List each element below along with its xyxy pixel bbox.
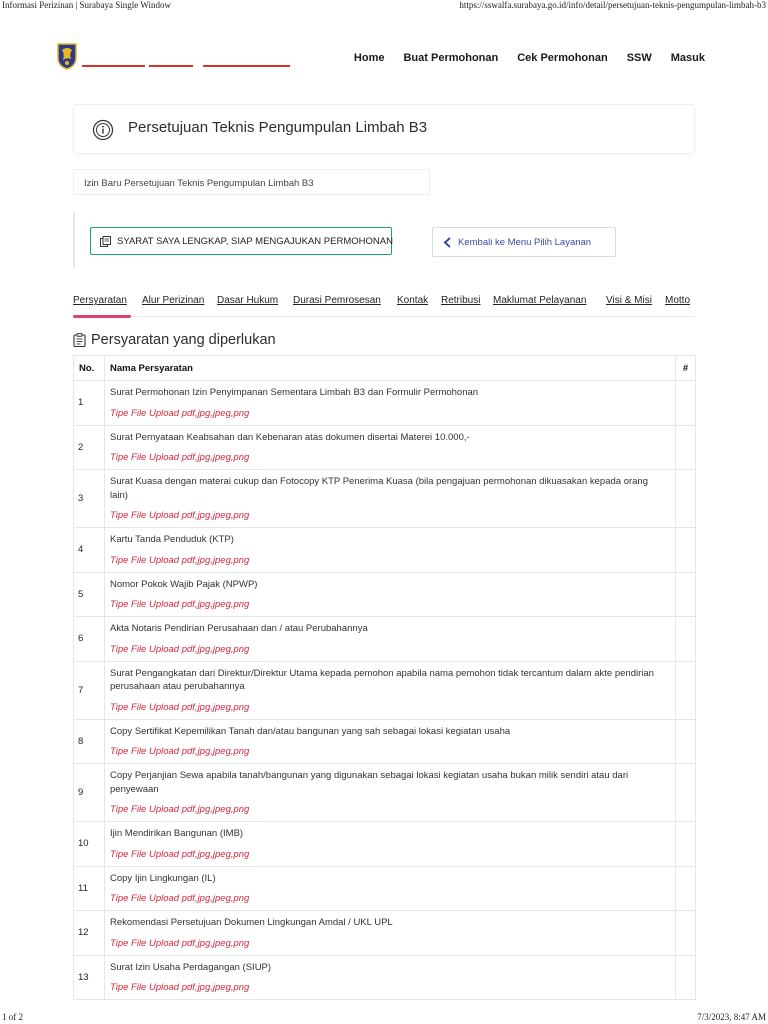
row-number: 3 — [74, 470, 105, 528]
clipboard-icon — [73, 333, 86, 347]
requirement-cell — [105, 617, 676, 662]
requirement-name: Surat Pernyataan Keabsahan dan Kebenaran atas dokumen disertai Materei 10.000,- — [110, 431, 470, 443]
file-type-note: Tipe File Upload pdf,jpg,jpeg,png — [110, 599, 250, 610]
table-row — [74, 617, 696, 662]
requirement-cell — [105, 911, 676, 956]
chevron-left-icon — [443, 237, 452, 248]
table-row — [74, 528, 696, 573]
table-row — [74, 955, 696, 1000]
requirement-name: Copy Ijin Lingkungan (IL) — [110, 872, 216, 884]
row-number: 5 — [74, 572, 105, 617]
row-number: 9 — [74, 764, 105, 822]
tab-persyaratan[interactable]: Persyaratan — [73, 295, 127, 306]
print-page-number: 1 of 2 — [2, 1012, 23, 1022]
ready-submit-label: SYARAT SAYA LENGKAP, SIAP MENGAJUKAN PERMOHONAN — [117, 235, 393, 247]
file-type-note: Tipe File Upload pdf,jpg,jpeg,png — [110, 510, 250, 521]
tab-dasar-hukum[interactable]: Dasar Hukum — [217, 295, 279, 306]
row-number: 13 — [74, 955, 105, 1000]
requirement-cell — [105, 661, 676, 719]
back-to-services-button[interactable] — [432, 227, 616, 257]
file-type-note: Tipe File Upload pdf,jpg,jpeg,png — [110, 848, 250, 860]
file-type-note: Tipe File Upload pdf,jpg,jpeg,png — [110, 893, 250, 904]
row-number: 6 — [74, 617, 105, 662]
requirements-table — [73, 355, 696, 1000]
nav-cek-permohonan[interactable]: Cek Permohonan — [517, 52, 608, 64]
row-action-cell — [676, 528, 696, 573]
row-action-cell — [676, 572, 696, 617]
row-action-cell — [676, 617, 696, 662]
row-number: 4 — [74, 528, 105, 573]
requirement-cell — [105, 719, 676, 764]
row-number: 8 — [74, 719, 105, 764]
navbar — [0, 38, 768, 78]
nav-buat-permohonan[interactable]: Buat Permohonan — [403, 52, 499, 64]
table-header-row — [74, 356, 696, 381]
print-timestamp: 7/3/2023, 8:47 AM — [697, 1012, 766, 1022]
requirements-body — [74, 381, 696, 1000]
requirement-cell — [105, 866, 676, 911]
requirement-name: Akta Notaris Pendirian Perusahaan dan / atau Perubahannya — [110, 623, 368, 634]
permit-type: Izin Baru Persetujuan Teknis Pengumpulan Limbah B3 — [73, 169, 430, 195]
file-type-note: Tipe File Upload pdf,jpg,jpeg,png — [110, 937, 250, 949]
tab-alur-perizinan[interactable]: Alur Perizinan — [142, 295, 205, 306]
requirement-name: Nomor Pokok Wajib Pajak (NPWP) — [110, 578, 258, 590]
requirement-name: Copy Perjanjian Sewa apabila tanah/bangunan yang digunakan sebagai lokasi kegiatan usaha bukan milik sendiri atau dari penyewaan — [110, 770, 629, 795]
row-action-cell — [676, 470, 696, 528]
row-number: 1 — [74, 381, 105, 426]
tab-durasi-pemrosesan[interactable]: Durasi Pemrosesan — [293, 295, 381, 306]
nav-home[interactable]: Home — [353, 52, 385, 64]
file-type-note: Tipe File Upload pdf,jpg,jpeg,png — [110, 407, 250, 419]
nav-masuk[interactable]: Masuk — [670, 52, 705, 64]
table-row — [74, 661, 696, 719]
row-number: 12 — [74, 911, 105, 956]
file-type-note: Tipe File Upload pdf,jpg,jpeg,png — [110, 452, 250, 463]
active-tab-indicator — [73, 315, 131, 318]
main-nav — [354, 52, 705, 64]
requirement-name: Surat Kuasa dengan materai cukup dan Fotocopy KTP Penerima Kuasa (bila pengajuan permohonan dikuasakan kepada orang lain) — [110, 476, 648, 501]
requirement-cell — [105, 764, 676, 822]
section-title-text: Persyaratan yang diperlukan — [91, 332, 276, 348]
back-to-services-label: Kembali ke Menu Pilih Layanan — [458, 236, 592, 248]
row-number: 10 — [74, 822, 105, 867]
requirement-cell — [105, 425, 676, 470]
table-row — [74, 381, 696, 426]
row-action-cell — [676, 911, 696, 956]
table-row — [74, 425, 696, 470]
requirement-name: Kartu Tanda Penduduk (KTP) — [110, 534, 234, 545]
file-type-note: Tipe File Upload pdf,jpg,jpeg,png — [110, 746, 250, 757]
table-row — [74, 470, 696, 528]
print-header-title: Informasi Perizinan | Surabaya Single Window — [2, 0, 171, 10]
requirement-name: Ijin Mendirikan Bangunan (IMB) — [110, 828, 244, 839]
row-number: 2 — [74, 425, 105, 470]
table-row — [74, 572, 696, 617]
requirement-name: Surat Izin Usaha Perdagangan (SIUP) — [110, 961, 272, 973]
file-type-note: Tipe File Upload pdf,jpg,jpeg,png — [110, 804, 250, 815]
header-name: Nama Persyaratan — [105, 356, 676, 381]
row-action-cell — [676, 866, 696, 911]
requirement-cell — [105, 528, 676, 573]
header-no: No. — [74, 356, 105, 381]
row-action-cell — [676, 661, 696, 719]
requirement-cell — [105, 470, 676, 528]
row-action-cell — [676, 822, 696, 867]
file-type-note: Tipe File Upload pdf,jpg,jpeg,png — [110, 643, 250, 655]
row-number: 7 — [74, 661, 105, 719]
file-type-note: Tipe File Upload pdf,jpg,jpeg,png — [110, 554, 250, 566]
print-footer — [0, 1010, 768, 1024]
section-title — [73, 332, 276, 348]
info-circle-icon — [92, 119, 114, 141]
tab-visi-misi[interactable]: Visi & Misi — [606, 295, 652, 306]
requirement-cell — [105, 572, 676, 617]
row-action-cell — [676, 955, 696, 1000]
requirement-name: Rekomendasi Persetujuan Dokumen Lingkungan Amdal / UKL UPL — [110, 917, 393, 928]
row-number: 11 — [74, 866, 105, 911]
requirement-cell — [105, 822, 676, 867]
tab-kontak[interactable]: Kontak — [397, 295, 429, 306]
document-icon — [100, 236, 111, 247]
requirement-name: Surat Pengangkatan dari Direktur/Direktur Utama kepada pemohon apabila nama pemohon tidak tercantum dalam akte pendirian perusahaan atau perubahannya — [110, 667, 654, 692]
file-type-note: Tipe File Upload pdf,jpg,jpeg,png — [110, 701, 250, 713]
file-type-note: Tipe File Upload pdf,jpg,jpeg,png — [110, 982, 250, 993]
surabaya-crest-icon[interactable] — [56, 42, 78, 70]
table-row — [74, 822, 696, 867]
requirement-name: Surat Permohonan Izin Penyimpanan Sementara Limbah B3 dan Formulir Permohonan — [110, 387, 479, 398]
info-tabs — [73, 295, 695, 317]
row-action-cell — [676, 381, 696, 426]
tab-maklumat-pelayanan[interactable]: Maklumat Pelayanan — [493, 295, 587, 306]
ready-submit-button[interactable] — [90, 227, 392, 255]
header-hash: # — [676, 356, 696, 381]
title-card — [73, 104, 695, 154]
print-header — [0, 0, 768, 12]
nav-ssw[interactable]: SSW — [626, 52, 652, 64]
table-row — [74, 719, 696, 764]
row-action-cell — [676, 425, 696, 470]
print-header-url: https://sswalfa.surabaya.go.id/info/detail/persetujuan-teknis-pengumpulan-limbah-b3 — [459, 0, 766, 10]
requirement-cell — [105, 381, 676, 426]
table-row — [74, 764, 696, 822]
row-action-cell — [676, 764, 696, 822]
tab-motto[interactable]: Motto — [665, 295, 691, 306]
page-title: Persetujuan Teknis Pengumpulan Limbah B3 — [128, 119, 428, 136]
tab-retribusi[interactable]: Retribusi — [441, 295, 481, 306]
table-row — [74, 911, 696, 956]
table-row — [74, 866, 696, 911]
row-action-cell — [676, 719, 696, 764]
requirement-name: Copy Sertifikat Kepemilikan Tanah dan/atau bangunan yang sah sebagai lokasi kegiatan usaha — [110, 725, 511, 737]
requirement-cell — [105, 955, 676, 1000]
